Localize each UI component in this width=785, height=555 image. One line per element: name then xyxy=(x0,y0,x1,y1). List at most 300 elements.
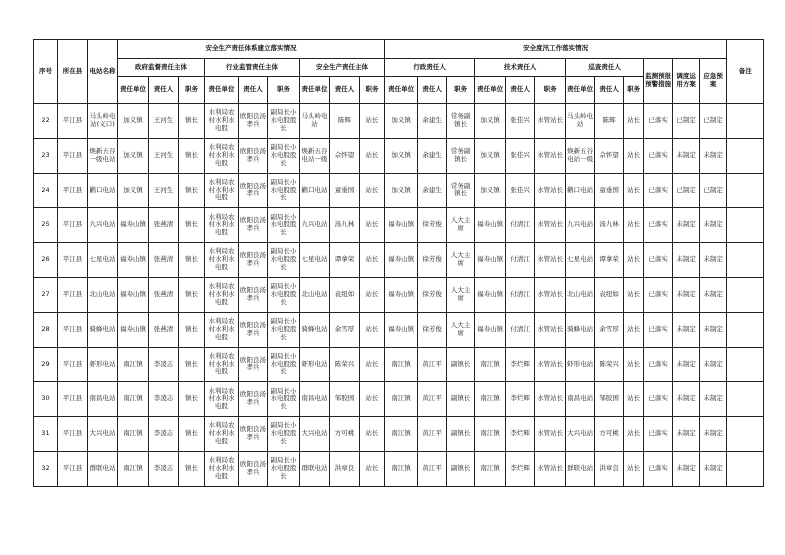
cell-a-person: 徐芳俊 xyxy=(418,312,447,347)
header-tech: 技术责任人 xyxy=(475,59,566,77)
cell-t-unit: 南江镇 xyxy=(475,417,506,452)
cell-t-unit: 加义镇 xyxy=(475,138,506,173)
responsibility-table xyxy=(33,39,764,487)
cell-t-duty: 水管站长 xyxy=(535,173,566,208)
responsibility-table-sheet xyxy=(33,39,753,487)
cell-s-person: 陈辉 xyxy=(330,104,360,139)
cell-s-person: 汤九林 xyxy=(330,208,360,243)
cell-remark xyxy=(727,382,764,417)
cell-emergency: 已制定 xyxy=(700,104,727,139)
cell-s-unit: 群联电站 xyxy=(300,451,330,486)
cell-gov-unit: 南江镇 xyxy=(118,382,149,417)
cell-gov-person: 王河生 xyxy=(149,104,179,139)
cell-s-duty: 站长 xyxy=(360,173,385,208)
cell-monitor: 已落实 xyxy=(644,138,673,173)
cell-county: 平江县 xyxy=(58,312,88,347)
cell-ind-duty: 副局长小水电股股长 xyxy=(268,138,300,173)
cell-ind-person: 欧阳良汤孝兵 xyxy=(239,382,268,417)
cell-gov-unit: 南江镇 xyxy=(118,417,149,452)
cell-s-duty: 站长 xyxy=(360,347,385,382)
header-safety-subject: 安全生产责任主体 xyxy=(300,59,385,77)
cell-monitor: 已落实 xyxy=(644,173,673,208)
cell-t-duty: 水管站长 xyxy=(535,347,566,382)
cell-a-duty: 人大主席 xyxy=(447,243,475,278)
cell-s-person: 谭拿荣 xyxy=(330,243,360,278)
cell-emergency: 已制定 xyxy=(700,173,727,208)
cell-emergency: 未制定 xyxy=(700,417,727,452)
cell-county: 平江县 xyxy=(58,138,88,173)
cell-seq: 29 xyxy=(34,347,58,382)
cell-station: 北山电站 xyxy=(88,277,118,312)
cell-ind-person: 欧阳良汤孝兵 xyxy=(239,277,268,312)
header-gov: 政府监督责任主体 xyxy=(118,59,205,77)
cell-emergency: 未制定 xyxy=(700,347,727,382)
cell-p-person: 佘怀望 xyxy=(595,138,624,173)
cell-t-unit: 加义镇 xyxy=(475,173,506,208)
cell-station: 骑蜂电站 xyxy=(88,312,118,347)
cell-station: 鹳口电站 xyxy=(88,173,118,208)
cell-p-unit: 骑蜂电站 xyxy=(566,312,595,347)
cell-t-person: 付清江 xyxy=(506,312,535,347)
header-patrol: 巡查责任人 xyxy=(566,59,644,77)
cell-ind-unit: 水利局农村水利水电股 xyxy=(205,277,239,312)
cell-monitor: 已落实 xyxy=(644,312,673,347)
cell-t-person: 付清江 xyxy=(506,243,535,278)
cell-p-unit: 焕新五谷电站一级 xyxy=(566,138,595,173)
cell-gov-person: 李凌志 xyxy=(149,382,179,417)
cell-p-unit: 九兴电站 xyxy=(566,208,595,243)
cell-a-duty: 副镇长 xyxy=(447,417,475,452)
cell-p-duty: 站长 xyxy=(624,173,644,208)
cell-gov-person: 王河生 xyxy=(149,138,179,173)
cell-ind-person: 欧阳良汤孝兵 xyxy=(239,243,268,278)
cell-gov-duty: 镇长 xyxy=(179,243,205,278)
cell-ind-person: 欧阳良汤孝兵 xyxy=(239,138,268,173)
header-ind-person: 责任人 xyxy=(239,77,268,104)
cell-a-person: 黄江平 xyxy=(418,347,447,382)
cell-dispatch: 未制定 xyxy=(673,382,700,417)
cell-s-unit: 鹳口电站 xyxy=(300,173,330,208)
cell-a-person: 徐芳俊 xyxy=(418,208,447,243)
cell-s-duty: 站长 xyxy=(360,138,385,173)
cell-gov-duty: 镇长 xyxy=(179,312,205,347)
cell-monitor: 已落实 xyxy=(644,277,673,312)
cell-seq: 28 xyxy=(34,312,58,347)
cell-a-duty: 人大主席 xyxy=(447,208,475,243)
cell-station: 焕新五谷一级电站 xyxy=(88,138,118,173)
cell-ind-unit: 水利局农村水利水电股 xyxy=(205,451,239,486)
cell-ind-unit: 水利局农村水利水电股 xyxy=(205,104,239,139)
cell-county: 平江县 xyxy=(58,208,88,243)
cell-t-duty: 水管站长 xyxy=(535,382,566,417)
header-county: 所在县 xyxy=(58,40,88,104)
cell-ind-unit: 水利局农村水利水电股 xyxy=(205,138,239,173)
table-row xyxy=(34,138,764,173)
cell-a-person: 黄江平 xyxy=(418,451,447,486)
cell-a-unit: 南江镇 xyxy=(385,417,418,452)
header-emergency: 应急预案 xyxy=(700,59,727,104)
cell-gov-duty: 镇长 xyxy=(179,104,205,139)
cell-s-person: 佘怀望 xyxy=(330,138,360,173)
cell-ind-person: 欧阳良汤孝兵 xyxy=(239,173,268,208)
cell-t-unit: 加义镇 xyxy=(475,104,506,139)
cell-a-unit: 南江镇 xyxy=(385,451,418,486)
cell-t-person: 张佳兴 xyxy=(506,104,535,139)
cell-dispatch: 未制定 xyxy=(673,208,700,243)
cell-remark xyxy=(727,347,764,382)
cell-gov-person: 王河生 xyxy=(149,173,179,208)
cell-p-person: 谭拿荣 xyxy=(595,243,624,278)
cell-ind-person: 欧阳良汤孝兵 xyxy=(239,417,268,452)
cell-emergency: 未制定 xyxy=(700,208,727,243)
table-row xyxy=(34,104,764,139)
cell-s-unit: 九兴电站 xyxy=(300,208,330,243)
cell-a-unit: 福寿山镇 xyxy=(385,208,418,243)
cell-p-unit: 北山电站 xyxy=(566,277,595,312)
cell-seq: 26 xyxy=(34,243,58,278)
cell-gov-person: 李凌志 xyxy=(149,347,179,382)
cell-t-unit: 福寿山镇 xyxy=(475,312,506,347)
cell-p-duty: 站长 xyxy=(624,347,644,382)
cell-p-person: 袁纽如 xyxy=(595,277,624,312)
header-seq: 序号 xyxy=(34,40,58,104)
cell-gov-duty: 镇长 xyxy=(179,347,205,382)
cell-remark xyxy=(727,417,764,452)
cell-s-duty: 站长 xyxy=(360,451,385,486)
cell-p-person: 邹胶国 xyxy=(595,382,624,417)
cell-emergency: 未制定 xyxy=(700,277,727,312)
cell-gov-duty: 镇长 xyxy=(179,451,205,486)
cell-emergency: 未制定 xyxy=(700,243,727,278)
cell-a-person: 徐芳俊 xyxy=(418,277,447,312)
header-monitor: 监测预报预警措施 xyxy=(644,59,673,104)
cell-p-person: 陈辉 xyxy=(595,104,624,139)
cell-dispatch: 未制定 xyxy=(673,347,700,382)
cell-s-person: 邹胶国 xyxy=(330,382,360,417)
cell-monitor: 已落实 xyxy=(644,243,673,278)
cell-dispatch: 未制定 xyxy=(673,243,700,278)
cell-t-duty: 水管站长 xyxy=(535,104,566,139)
header-t-unit: 责任单位 xyxy=(475,77,506,104)
cell-t-person: 李烂辉 xyxy=(506,451,535,486)
header-station: 电站名称 xyxy=(88,40,118,104)
cell-gov-unit: 南江镇 xyxy=(118,347,149,382)
table-row xyxy=(34,243,764,278)
cell-p-unit: 大兴电站 xyxy=(566,417,595,452)
cell-s-duty: 站长 xyxy=(360,312,385,347)
cell-ind-person: 欧阳良汤孝兵 xyxy=(239,312,268,347)
cell-t-unit: 福寿山镇 xyxy=(475,277,506,312)
header-a-unit: 责任单位 xyxy=(385,77,418,104)
cell-monitor: 已落实 xyxy=(644,104,673,139)
cell-station: 七星电站 xyxy=(88,243,118,278)
cell-p-person: 洪章良 xyxy=(595,451,624,486)
table-row xyxy=(34,277,764,312)
cell-ind-person: 欧阳良汤孝兵 xyxy=(239,451,268,486)
cell-s-unit: 马头岭电站 xyxy=(300,104,330,139)
cell-gov-person: 张燕清 xyxy=(149,243,179,278)
header-gov-unit: 责任单位 xyxy=(118,77,149,104)
cell-p-unit: 群联电站 xyxy=(566,451,595,486)
cell-a-duty: 常务副镇长 xyxy=(447,138,475,173)
cell-ind-unit: 水利局农村水利水电股 xyxy=(205,382,239,417)
cell-gov-unit: 福寿山镇 xyxy=(118,277,149,312)
cell-ind-duty: 副局长小水电股股长 xyxy=(268,277,300,312)
cell-ind-unit: 水利局农村水利水电股 xyxy=(205,417,239,452)
cell-emergency: 未制定 xyxy=(700,451,727,486)
cell-county: 平江县 xyxy=(58,347,88,382)
cell-a-unit: 福寿山镇 xyxy=(385,277,418,312)
cell-s-unit: 大兴电站 xyxy=(300,417,330,452)
cell-s-person: 童垂国 xyxy=(330,173,360,208)
cell-s-duty: 站长 xyxy=(360,277,385,312)
cell-s-person: 余雪厚 xyxy=(330,312,360,347)
cell-t-duty: 水管站长 xyxy=(535,138,566,173)
cell-p-person: 童垂国 xyxy=(595,173,624,208)
header-p-duty: 职务 xyxy=(624,77,644,104)
cell-county: 平江县 xyxy=(58,277,88,312)
cell-gov-person: 张燕清 xyxy=(149,208,179,243)
cell-gov-unit: 加义镇 xyxy=(118,173,149,208)
cell-ind-duty: 副局长小水电股股长 xyxy=(268,173,300,208)
cell-ind-person: 欧阳良汤孝兵 xyxy=(239,208,268,243)
cell-s-duty: 站长 xyxy=(360,243,385,278)
cell-gov-duty: 镇长 xyxy=(179,277,205,312)
cell-seq: 23 xyxy=(34,138,58,173)
cell-ind-duty: 副局长小水电股股长 xyxy=(268,417,300,452)
cell-dispatch: 未制定 xyxy=(673,138,700,173)
table-row xyxy=(34,417,764,452)
cell-a-duty: 副镇长 xyxy=(447,347,475,382)
cell-a-unit: 福寿山镇 xyxy=(385,243,418,278)
cell-t-unit: 福寿山镇 xyxy=(475,243,506,278)
cell-p-unit: 马头岭电站 xyxy=(566,104,595,139)
cell-a-duty: 常务副镇长 xyxy=(447,173,475,208)
cell-station: 马头岭电站(义口) xyxy=(88,104,118,139)
cell-p-duty: 站长 xyxy=(624,382,644,417)
header-safety-system: 安全生产责任体系建立落实情况 xyxy=(118,40,385,59)
cell-gov-unit: 福寿山镇 xyxy=(118,312,149,347)
cell-p-person: 方可桃 xyxy=(595,417,624,452)
cell-s-unit: 虾形电站 xyxy=(300,347,330,382)
cell-ind-unit: 水利局农村水利水电股 xyxy=(205,347,239,382)
cell-p-duty: 站长 xyxy=(624,277,644,312)
cell-p-unit: 七星电站 xyxy=(566,243,595,278)
cell-dispatch: 未制定 xyxy=(673,277,700,312)
cell-gov-person: 李凌志 xyxy=(149,451,179,486)
cell-county: 平江县 xyxy=(58,173,88,208)
cell-p-person: 陈荣兴 xyxy=(595,347,624,382)
cell-a-duty: 副镇长 xyxy=(447,451,475,486)
cell-s-unit: 焕新五谷电站一级 xyxy=(300,138,330,173)
cell-p-duty: 站长 xyxy=(624,451,644,486)
cell-ind-person: 欧阳良汤孝兵 xyxy=(239,104,268,139)
header-s-duty: 职务 xyxy=(360,77,385,104)
cell-ind-unit: 水利局农村水利水电股 xyxy=(205,312,239,347)
cell-remark xyxy=(727,104,764,139)
cell-t-duty: 水管站长 xyxy=(535,277,566,312)
cell-t-person: 付清江 xyxy=(506,208,535,243)
cell-dispatch: 未制定 xyxy=(673,451,700,486)
cell-gov-duty: 镇长 xyxy=(179,417,205,452)
cell-a-person: 黄江平 xyxy=(418,382,447,417)
cell-dispatch: 已制定 xyxy=(673,173,700,208)
table-row xyxy=(34,173,764,208)
cell-dispatch: 未制定 xyxy=(673,417,700,452)
cell-p-unit: 虾形电站 xyxy=(566,347,595,382)
table-row xyxy=(34,208,764,243)
cell-ind-unit: 水利局农村水利水电股 xyxy=(205,243,239,278)
header-a-person: 责任人 xyxy=(418,77,447,104)
cell-s-unit: 南昌电站 xyxy=(300,382,330,417)
header-industry: 行业监管责任主体 xyxy=(205,59,300,77)
cell-dispatch: 已制定 xyxy=(673,104,700,139)
cell-p-duty: 站长 xyxy=(624,417,644,452)
cell-remark xyxy=(727,208,764,243)
header-flood: 安全度汛工作落实情况 xyxy=(385,40,727,59)
header-t-duty: 职务 xyxy=(535,77,566,104)
cell-station: 大兴电站 xyxy=(88,417,118,452)
header-dispatch: 调度运用方案 xyxy=(673,59,700,104)
cell-s-person: 陈荣兴 xyxy=(330,347,360,382)
cell-monitor: 已落实 xyxy=(644,382,673,417)
cell-s-person: 方可桃 xyxy=(330,417,360,452)
cell-s-unit: 七星电站 xyxy=(300,243,330,278)
cell-seq: 30 xyxy=(34,382,58,417)
cell-seq: 31 xyxy=(34,417,58,452)
table-row xyxy=(34,382,764,417)
cell-gov-person: 李凌志 xyxy=(149,417,179,452)
cell-t-person: 付清江 xyxy=(506,277,535,312)
cell-gov-unit: 福寿山镇 xyxy=(118,243,149,278)
cell-gov-duty: 镇长 xyxy=(179,208,205,243)
cell-emergency: 未制定 xyxy=(700,382,727,417)
cell-t-duty: 水管站长 xyxy=(535,208,566,243)
cell-gov-duty: 镇长 xyxy=(179,382,205,417)
cell-gov-unit: 南江镇 xyxy=(118,451,149,486)
cell-emergency: 未制定 xyxy=(700,138,727,173)
header-gov-duty: 职务 xyxy=(179,77,205,104)
cell-county: 平江县 xyxy=(58,243,88,278)
cell-county: 平江县 xyxy=(58,104,88,139)
cell-t-unit: 南江镇 xyxy=(475,382,506,417)
cell-ind-duty: 副局长小水电股股长 xyxy=(268,312,300,347)
header-ind-unit: 责任单位 xyxy=(205,77,239,104)
cell-gov-person: 张燕清 xyxy=(149,312,179,347)
table-body xyxy=(34,104,764,487)
cell-s-duty: 站长 xyxy=(360,104,385,139)
cell-gov-person: 张燕清 xyxy=(149,277,179,312)
header-s-unit: 责任单位 xyxy=(300,77,330,104)
cell-s-unit: 北山电站 xyxy=(300,277,330,312)
cell-gov-unit: 加义镇 xyxy=(118,138,149,173)
header-remark: 备注 xyxy=(727,40,764,104)
cell-ind-duty: 副局长小水电股股长 xyxy=(268,382,300,417)
table-row xyxy=(34,312,764,347)
cell-s-duty: 站长 xyxy=(360,382,385,417)
cell-ind-duty: 副局长小水电股股长 xyxy=(268,243,300,278)
header-a-duty: 职务 xyxy=(447,77,475,104)
header-admin: 行政责任人 xyxy=(385,59,475,77)
cell-p-duty: 站长 xyxy=(624,243,644,278)
cell-seq: 32 xyxy=(34,451,58,486)
cell-a-unit: 福寿山镇 xyxy=(385,312,418,347)
cell-p-unit: 南昌电站 xyxy=(566,382,595,417)
cell-t-unit: 南江镇 xyxy=(475,347,506,382)
header-ind-duty: 职务 xyxy=(268,77,300,104)
cell-gov-unit: 加义镇 xyxy=(118,104,149,139)
cell-monitor: 已落实 xyxy=(644,208,673,243)
cell-station: 南昌电站 xyxy=(88,382,118,417)
cell-t-duty: 水管站长 xyxy=(535,243,566,278)
cell-gov-duty: 镇长 xyxy=(179,173,205,208)
cell-seq: 27 xyxy=(34,277,58,312)
header-t-person: 责任人 xyxy=(506,77,535,104)
cell-t-person: 张佳兴 xyxy=(506,173,535,208)
cell-ind-person: 欧阳良汤孝兵 xyxy=(239,347,268,382)
cell-a-person: 余建生 xyxy=(418,173,447,208)
cell-seq: 24 xyxy=(34,173,58,208)
cell-a-unit: 加义镇 xyxy=(385,138,418,173)
cell-county: 平江县 xyxy=(58,417,88,452)
cell-station: 九兴电站 xyxy=(88,208,118,243)
cell-ind-unit: 水利局农村水利水电股 xyxy=(205,173,239,208)
cell-monitor: 已落实 xyxy=(644,417,673,452)
cell-remark xyxy=(727,243,764,278)
cell-a-duty: 副镇长 xyxy=(447,382,475,417)
cell-seq: 22 xyxy=(34,104,58,139)
cell-gov-unit: 福寿山镇 xyxy=(118,208,149,243)
cell-a-unit: 南江镇 xyxy=(385,382,418,417)
cell-remark xyxy=(727,277,764,312)
cell-station: 虾形电站 xyxy=(88,347,118,382)
cell-p-person: 余雪厚 xyxy=(595,312,624,347)
cell-county: 平江县 xyxy=(58,382,88,417)
cell-ind-duty: 副局长小水电股股长 xyxy=(268,451,300,486)
cell-emergency: 未制定 xyxy=(700,312,727,347)
cell-remark xyxy=(727,138,764,173)
cell-t-person: 李烂辉 xyxy=(506,417,535,452)
cell-seq: 25 xyxy=(34,208,58,243)
header-gov-person: 责任人 xyxy=(149,77,179,104)
cell-a-duty: 人大主席 xyxy=(447,277,475,312)
cell-s-duty: 站长 xyxy=(360,208,385,243)
cell-a-duty: 人大主席 xyxy=(447,312,475,347)
cell-s-person: 洪章良 xyxy=(330,451,360,486)
cell-p-duty: 站长 xyxy=(624,104,644,139)
cell-ind-duty: 副局长小水电股股长 xyxy=(268,104,300,139)
cell-t-duty: 水管站长 xyxy=(535,312,566,347)
cell-a-unit: 南江镇 xyxy=(385,347,418,382)
table-row xyxy=(34,451,764,486)
cell-t-duty: 水管站长 xyxy=(535,417,566,452)
cell-t-duty: 水管站长 xyxy=(535,451,566,486)
cell-station: 群联电站 xyxy=(88,451,118,486)
cell-monitor: 已落实 xyxy=(644,347,673,382)
cell-p-duty: 站长 xyxy=(624,208,644,243)
cell-ind-duty: 副局长小水电股股长 xyxy=(268,347,300,382)
cell-a-unit: 加义镇 xyxy=(385,104,418,139)
cell-p-person: 汤九林 xyxy=(595,208,624,243)
cell-p-duty: 站长 xyxy=(624,312,644,347)
cell-county: 平江县 xyxy=(58,451,88,486)
cell-p-duty: 站长 xyxy=(624,138,644,173)
cell-remark xyxy=(727,451,764,486)
cell-remark xyxy=(727,173,764,208)
cell-t-unit: 福寿山镇 xyxy=(475,208,506,243)
cell-s-unit: 骑蜂电站 xyxy=(300,312,330,347)
cell-monitor: 已落实 xyxy=(644,451,673,486)
